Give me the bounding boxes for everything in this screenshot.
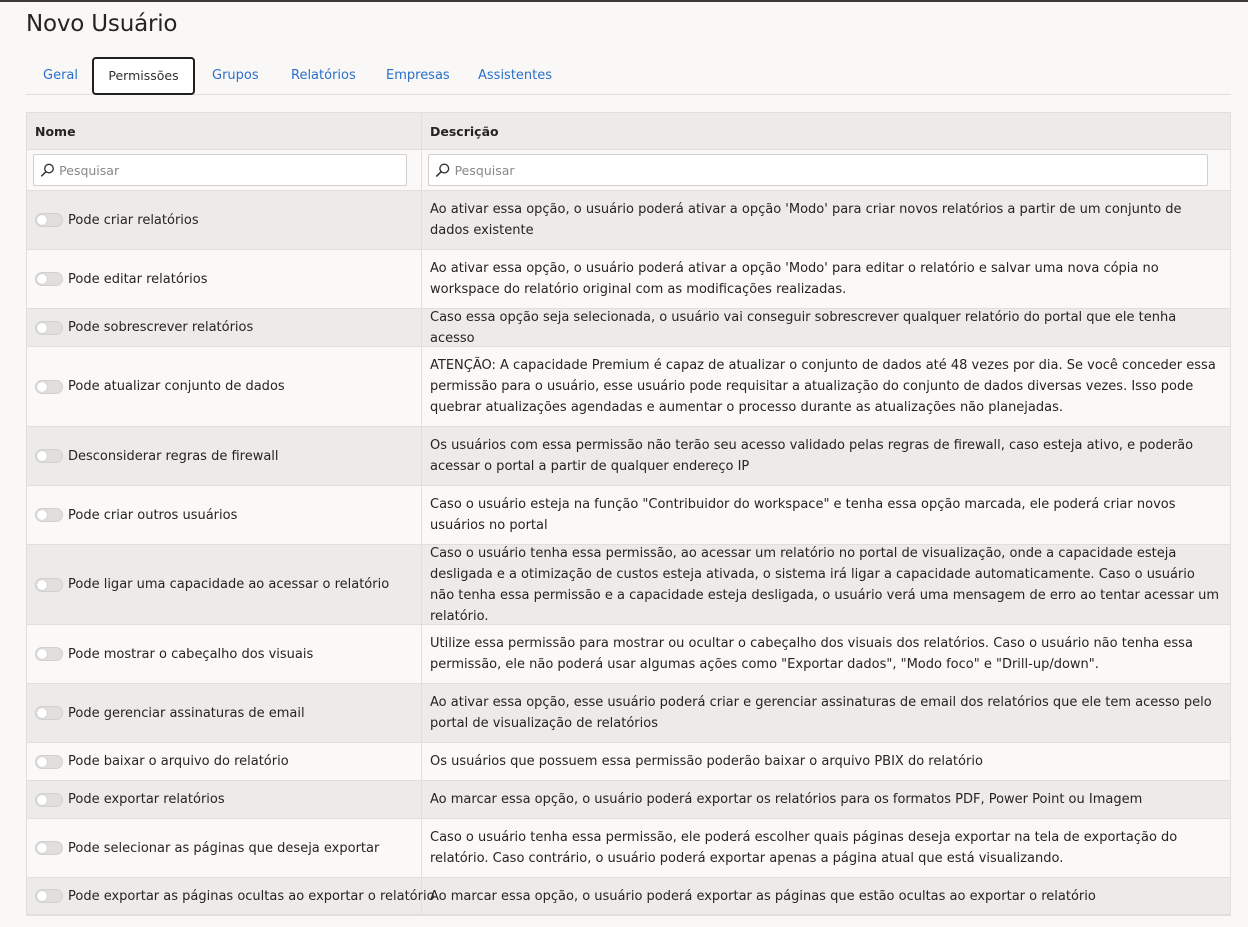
search-icon [40,162,55,178]
table-row [27,486,1230,545]
permission-description: Os usuários que possuem essa permissão poderão baixar o arquivo PBIX do relatório [430,754,983,769]
permission-description: Ao marcar essa opção, o usuário poderá exportar as páginas que estão ocultas ao exportar o relatório [430,888,1096,904]
permission-description: Ao ativar essa opção, o usuário poderá ativar a opção 'Modo' para criar novos relatórios a partir de um conjunto de dados existente [430,202,1182,238]
permission-toggle[interactable] [35,213,63,227]
permission-description: Ao marcar essa opção, o usuário poderá exportar os relatórios para os formatos PDF, Power Point ou Imagem [430,792,1143,807]
permission-description: Ao ativar essa opção, o usuário poderá ativar a opção 'Modo' para editar o relatório e salvar uma nova cópia no workspace do relatório original com as modificações realizadas. [430,261,1159,297]
table-row [27,819,1230,878]
tab-geral[interactable]: Geral [43,68,78,83]
permission-name: Pode mostrar o cabeçalho dos visuais [68,646,314,662]
table-row [27,743,1230,781]
tab-assistentes[interactable]: Assistentes [478,68,553,83]
permission-description: ATENÇÃO: A capacidade Premium é capaz de atualizar o conjunto de dados até 48 vezes por dia. Se você conceder essa permissão para o usuário, esse usuário pode requisitar a atualização do conjunto de dados diversas vezes. Isso pode quebrar atualizações agendadas e aumentar o processo durante as atualizações não planejadas. [430,358,1216,415]
tab-bar [26,57,1231,95]
permission-description: Utilize essa permissão para mostrar ou ocultar o cabeçalho dos visuais dos relatórios. Caso o usuário não tenha essa permissão, ele não poderá usar algumas ações como "Exportar dados", "Modo foco" e "Drill-up/down". [430,636,1193,672]
table-row [27,781,1230,819]
permission-description: Caso o usuário tenha essa permissão, ele poderá escolher quais páginas deseja exportar na tela de exportação do relatório. Caso contrário, o usuário poderá exportar apenas a página atual que está visualizando. [430,830,1178,866]
permission-name: Desconsiderar regras de firewall [68,448,279,464]
permission-name: Pode criar relatórios [68,212,199,228]
permission-name: Pode atualizar conjunto de dados [68,379,285,394]
permission-toggle[interactable] [35,449,63,463]
table-row [27,191,1230,250]
permission-name: Pode editar relatórios [68,271,208,287]
permission-toggle[interactable] [35,272,63,286]
column-header-description[interactable]: Descrição [430,123,499,139]
table-row [27,545,1230,625]
filter-row [27,150,1230,191]
permission-toggle[interactable] [35,706,63,720]
permission-name: Pode exportar relatórios [68,792,225,807]
permission-description: Caso o usuário tenha essa permissão, ao acessar um relatório no portal de visualização, onde a capacidade esteja desligada e a otimização de custos esteja ativada, o sistema irá ligar a capacidade automaticamente. Caso o usuário não tenha essa permissão e a capacidade esteja desligada, o usuário verá uma mensagem de erro ao tentar acessar um relatório. [430,545,1220,624]
tab-permissoes[interactable]: Permissões [92,57,195,95]
tab-relatorios[interactable]: Relatórios [291,68,356,83]
permission-description: Caso o usuário esteja na função "Contribuidor do workspace" e tenha essa opção marcada, ele poderá criar novos usuários no portal [430,497,1176,533]
permission-name: Pode criar outros usuários [68,507,238,523]
permission-toggle[interactable] [35,508,63,522]
table-header [27,113,1230,150]
permissions-table [26,112,1231,916]
permission-toggle[interactable] [35,321,63,335]
permission-toggle[interactable] [35,793,63,807]
permission-name: Pode gerenciar assinaturas de email [68,705,305,721]
permission-name: Pode ligar uma capacidade ao acessar o relatório [68,577,390,592]
permission-name: Pode sobrescrever relatórios [68,320,254,335]
permission-description: Os usuários com essa permissão não terão seu acesso validado pelas regras de firewall, caso esteja ativo, e poderão acessar o portal a partir de qualquer endereço IP [430,438,1194,474]
permission-name: Pode exportar as páginas ocultas ao exportar o relatório [68,888,435,904]
table-row [27,625,1230,684]
tab-empresas[interactable]: Empresas [386,68,450,83]
permission-name: Pode baixar o arquivo do relatório [68,754,289,769]
table-row [27,309,1230,347]
table-row [27,684,1230,743]
name-search-input[interactable] [59,163,406,178]
table-row [27,878,1230,915]
name-search-box [33,154,407,186]
permission-description: Ao ativar essa opção, esse usuário poderá criar e gerenciar assinaturas de email dos relatórios que ele tem acesso pelo portal de visualização de relatórios [430,695,1212,731]
permission-toggle[interactable] [35,380,63,394]
permission-description: Caso essa opção seja selecionada, o usuário vai conseguir sobrescrever qualquer relatório do portal que ele tenha acesso [430,309,1177,346]
tab-grupos[interactable]: Grupos [212,68,259,83]
description-search-input[interactable] [455,163,1207,178]
table-row [27,347,1230,427]
permission-name: Pode selecionar as páginas que deseja exportar [68,840,380,856]
page-title: Novo Usuário [26,11,178,37]
permission-toggle[interactable] [35,889,63,903]
permission-toggle[interactable] [35,578,63,592]
column-header-name[interactable]: Nome [35,123,76,139]
table-row [27,250,1230,309]
permission-toggle[interactable] [35,755,63,769]
permission-toggle[interactable] [35,841,63,855]
table-row [27,427,1230,486]
description-search-box [428,154,1208,186]
permission-toggle[interactable] [35,647,63,661]
search-icon [435,162,451,178]
